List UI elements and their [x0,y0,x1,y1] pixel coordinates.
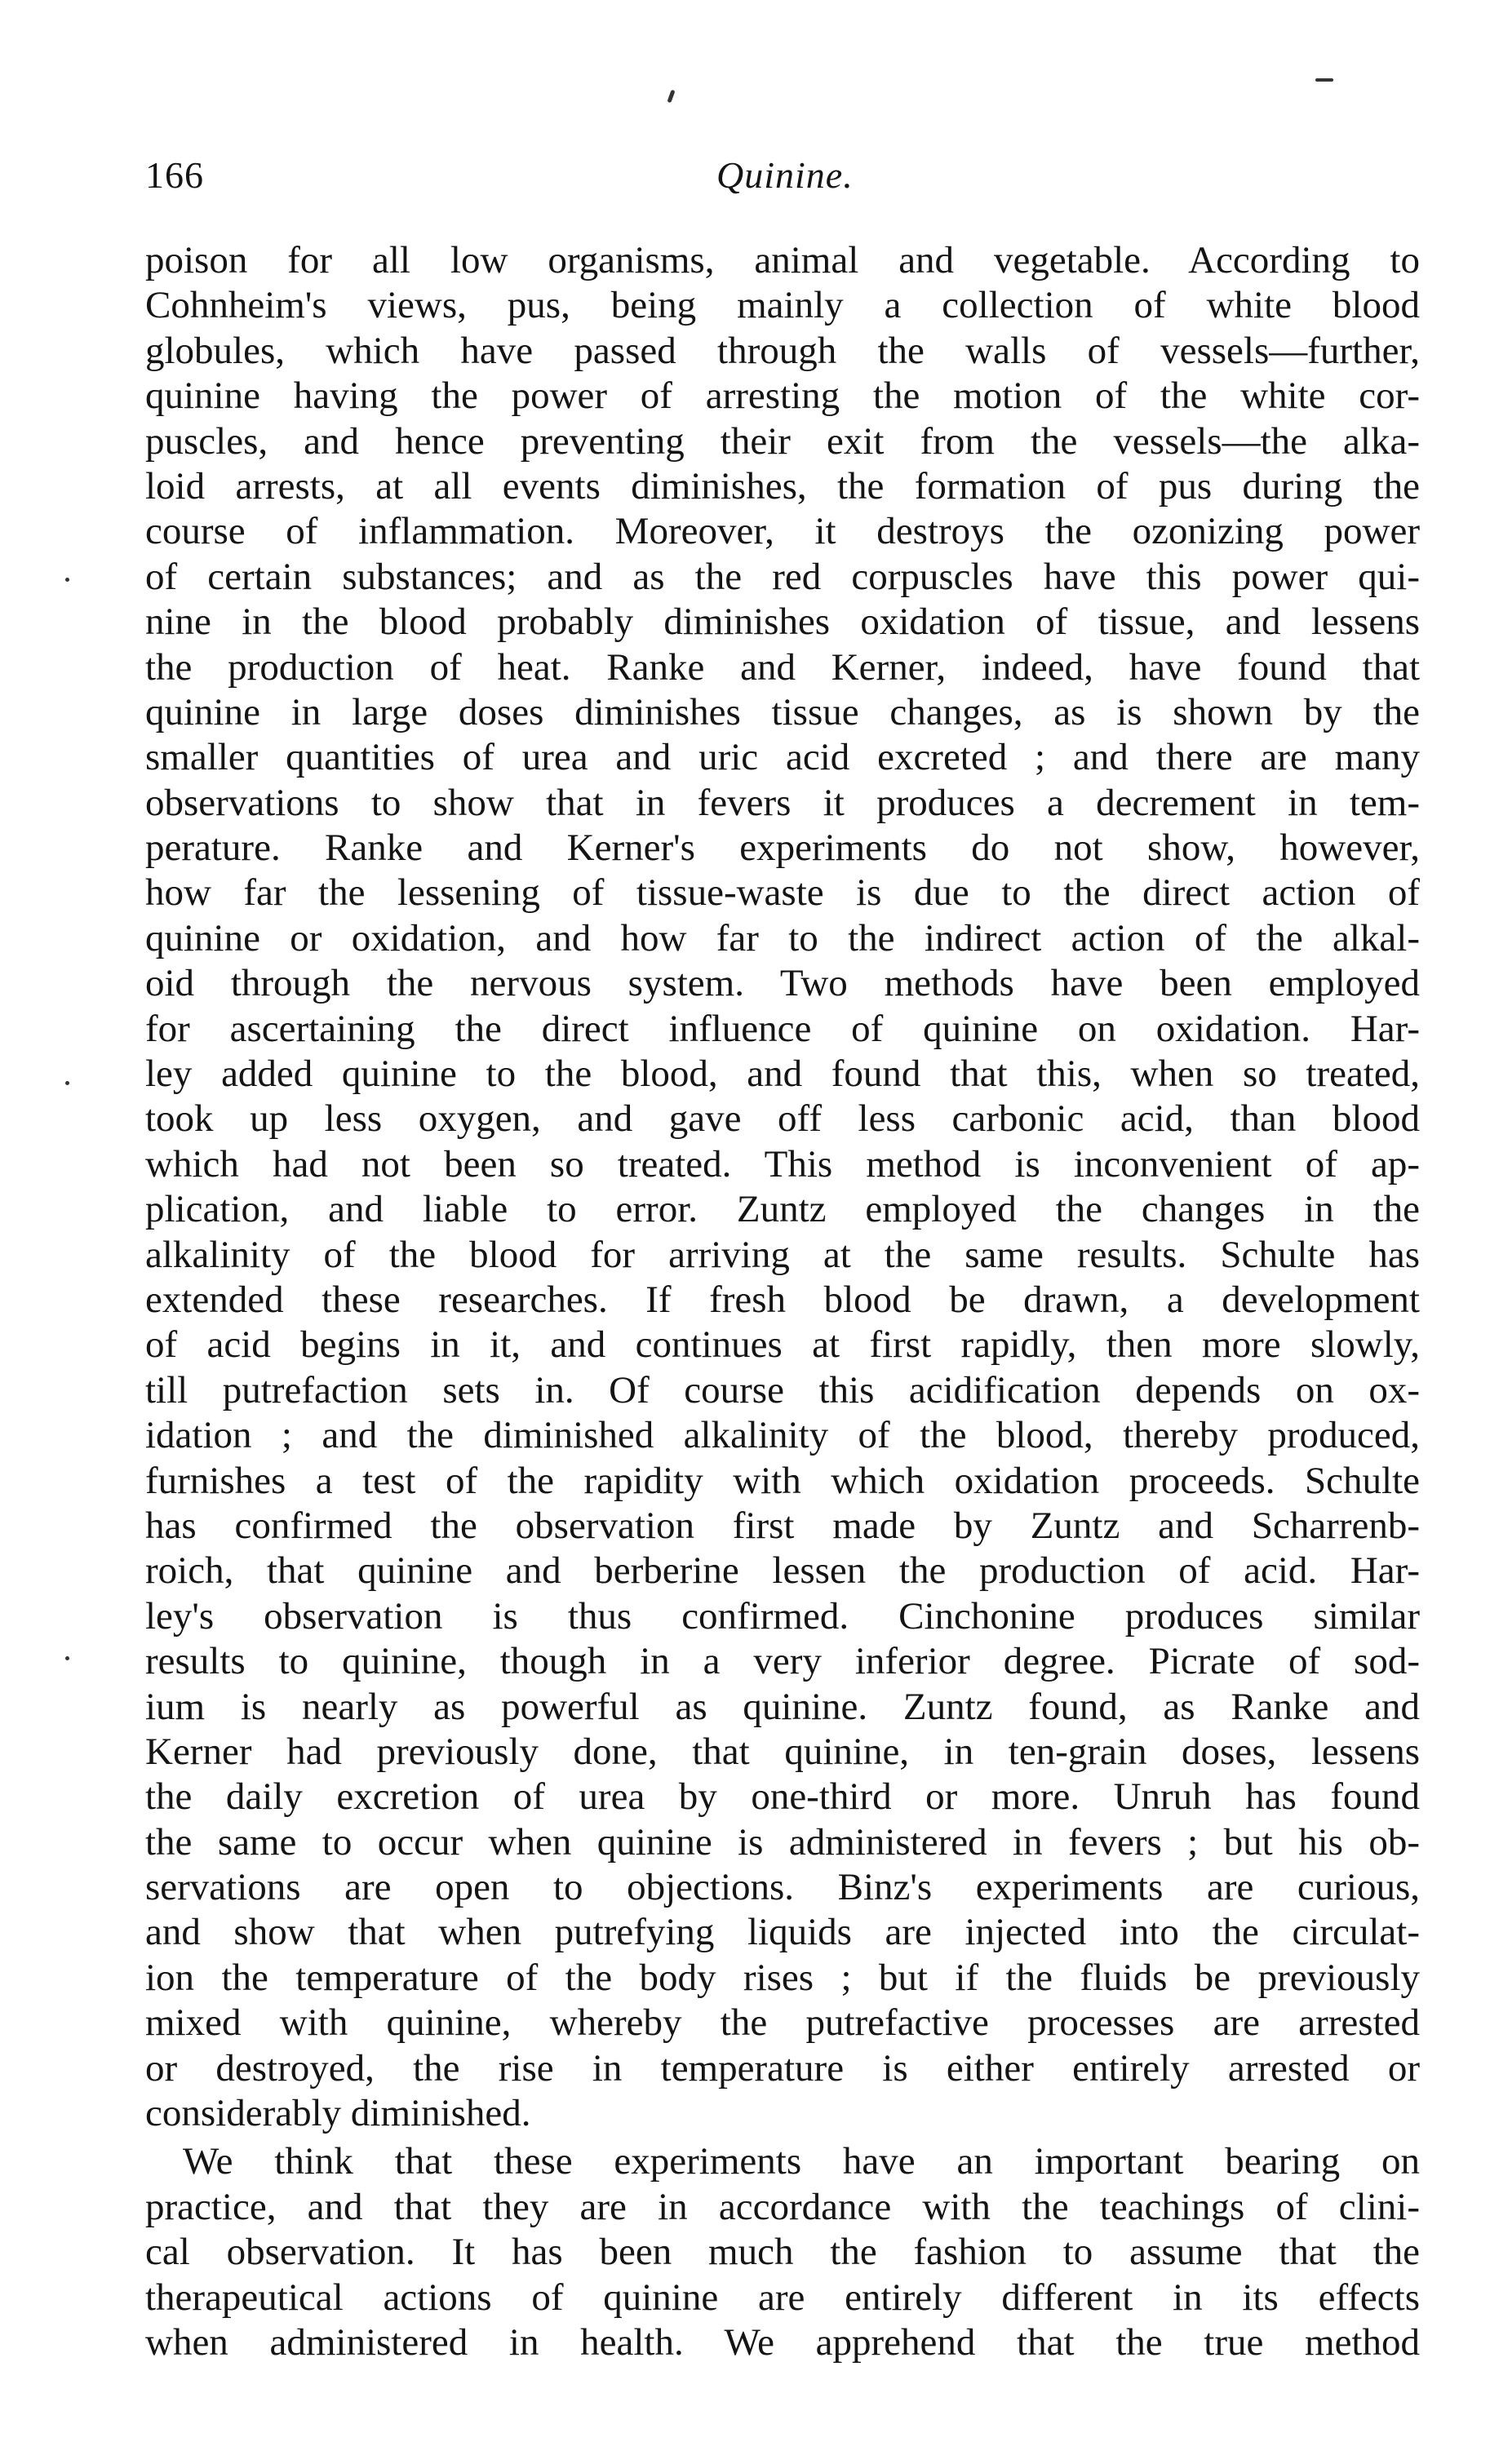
text-line: cal observation. It has been much the fashion to assume that the [145,2231,1420,2274]
print-speck [65,578,69,582]
text-line: We think that these experiments have an important bearing on [183,2140,1420,2183]
text-line: of acid begins in it, and continues at first rapidly, then more slowly, [145,1323,1420,1367]
text-line: for ascertaining the direct influence of quinine on oxidation. Har- [145,1007,1420,1050]
text-line: the daily excretion of urea by one-third or more. Unruh has found [145,1775,1420,1819]
paragraph [145,2139,1420,2365]
running-head [145,153,1435,211]
text-line: or destroyed, the rise in temperature is either entirely arrested or [145,2046,1420,2090]
text-line: practice, and that they are in accordance with the teachings of clini- [145,2185,1420,2228]
text-line: mixed with quinine, whereby the putrefactive processes are arrested [145,2001,1420,2045]
text-line: ley's observation is thus confirmed. Cinchonine produces similar [145,1594,1420,1637]
text-line: Cohnheim's views, pus, being mainly a collection of white blood [145,284,1420,327]
body-text [145,238,1420,2365]
text-line: smaller quantities of urea and uric acid excreted ; and there are many [145,736,1420,779]
text-line: ion the temperature of the body rises ; but if the fluids be previously [145,1956,1420,1999]
page-number: 166 [145,154,204,196]
print-speck [65,1081,69,1085]
text-line: quinine in large doses diminishes tissue changes, as is shown by the [145,690,1420,733]
text-line: roich, that quinine and berberine lessen the production of acid. Har- [145,1549,1420,1593]
text-line: furnishes a test of the rapidity with which oxidation proceeds. Schulte [145,1459,1420,1502]
text-line: how far the lessening of tissue-waste is due to the direct action of [145,871,1420,915]
text-line: course of inflammation. Moreover, it destroys the ozonizing power [145,510,1420,553]
text-line: considerably diminished. [145,2092,531,2135]
text-line: alkalinity of the blood for arriving at the same results. Schulte has [145,1233,1420,1276]
text-line: observations to show that in fevers it produces a decrement in tem- [145,781,1420,824]
text-line: therapeutical actions of quinine are entirely different in its effects [145,2276,1420,2319]
paragraph [145,238,1420,2136]
text-line: of certain substances; and as the red corpuscles have this power qui- [145,555,1420,598]
text-line: puscles, and hence preventing their exit from the vessels—the alka- [145,419,1420,463]
text-line: poison for all low organisms, animal and vegetable. According to [145,239,1420,281]
print-speck [667,90,675,104]
text-line: oid through the nervous system. Two methods have been employed [145,962,1420,1005]
text-line: the production of heat. Ranke and Kerner, indeed, have found that [145,645,1420,689]
text-line: when administered in health. We apprehend that the true method [145,2320,1420,2364]
text-line: idation ; and the diminished alkalinity of the blood, thereby produced, [145,1414,1420,1457]
text-line: Kerner had previously done, that quinine, in ten-grain doses, lessens [145,1730,1420,1773]
text-line: extended these researches. If fresh blood be drawn, a development [145,1278,1420,1321]
text-line: servations are open to objections. Binz's experiments are curious, [145,1866,1420,1909]
text-line: loid arrests, at all events diminishes, the formation of pus during the [145,464,1420,507]
text-line: ley added quinine to the blood, and found that this, when so treated, [145,1053,1420,1096]
text-line: nine in the blood probably diminishes oxidation of tissue, and lessens [145,600,1420,644]
text-line: has confirmed the observation first made by Zuntz and Scharrenb- [145,1504,1420,1547]
text-line: plication, and liable to error. Zuntz employed the changes in the [145,1188,1420,1231]
text-line: and show that when putrefying liquids are injected into the circulat- [145,1911,1420,1954]
text-line: results to quinine, though in a very inferior degree. Picrate of sod- [145,1640,1420,1683]
running-title: Quinine. [716,154,854,196]
text-line: quinine or oxidation, and how far to the indirect action of the alkal- [145,916,1420,959]
text-line: quinine having the power of arresting the motion of the white cor- [145,374,1420,418]
text-line: took up less oxygen, and gave off less carbonic acid, than blood [145,1097,1420,1141]
print-speck [1315,78,1333,82]
text-line: perature. Ranke and Kerner's experiments do not show, however, [145,827,1420,870]
text-line: the same to occur when quinine is administered in fevers ; but his ob- [145,1820,1420,1864]
text-line: which had not been so treated. This method is inconvenient of ap- [145,1142,1420,1185]
text-line: globules, which have passed through the walls of vessels—further, [145,329,1420,372]
text-line: till putrefaction sets in. Of course this acidification depends on ox- [145,1368,1420,1411]
print-speck [65,1656,69,1660]
text-line: ium is nearly as powerful as quinine. Zuntz found, as Ranke and [145,1685,1420,1728]
